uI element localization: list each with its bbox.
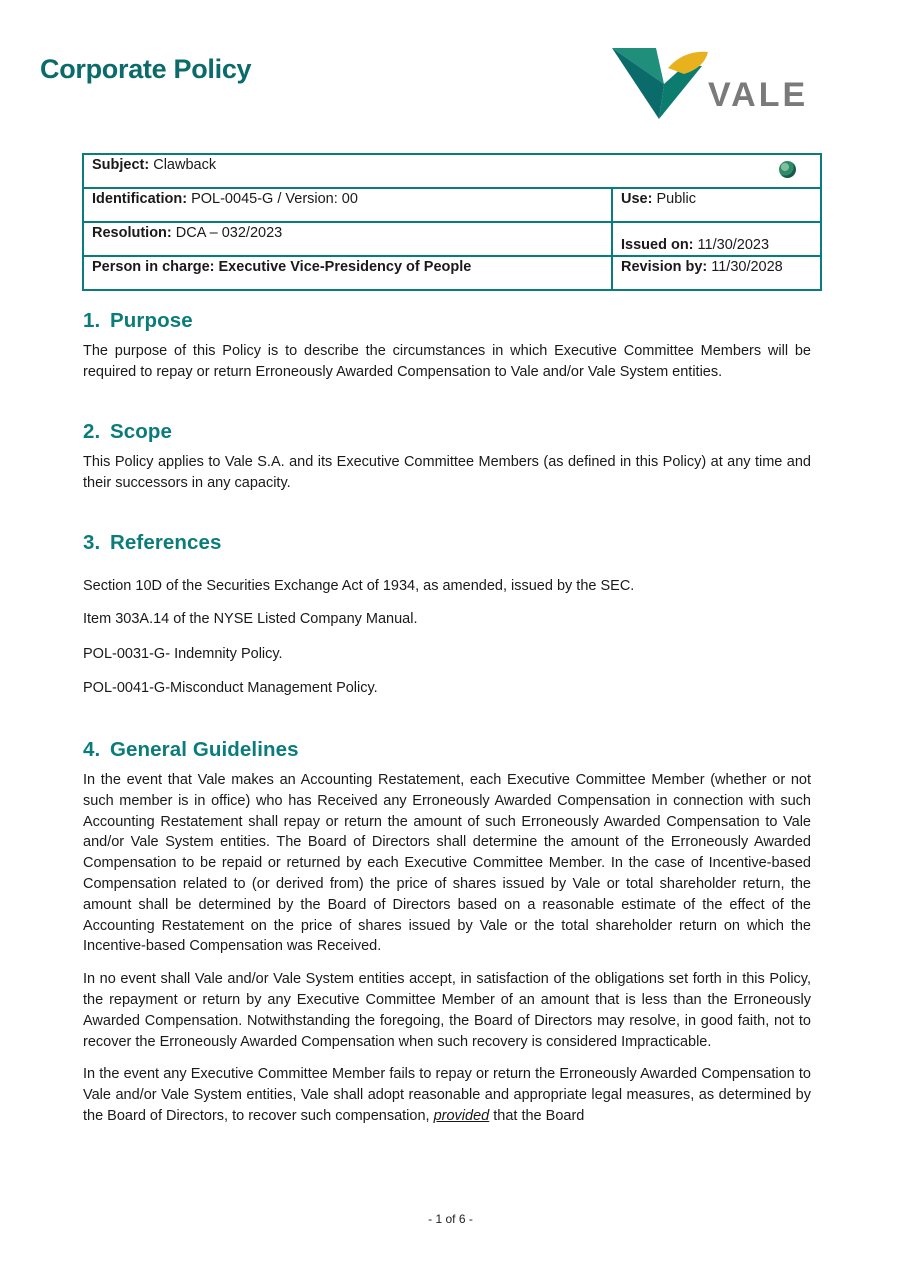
- person-label: Person in charge:: [92, 259, 215, 275]
- meta-row-identification: [83, 188, 821, 222]
- meta-row-subject: [83, 154, 821, 188]
- issued-value: 11/30/2023: [697, 237, 770, 253]
- section-scope: [83, 420, 811, 494]
- revision-cell: [612, 256, 821, 290]
- subject-value: Clawback: [153, 157, 217, 173]
- guidelines-paragraph-1: In the event that Vale makes an Accounting Restatement, each Executive Committee Member (whether or not such member is in office) who has Received any Erroneously Awarded Compensation in connection with such Accounting Restatement shall repay or return the amount of such Erroneously Awarded Compensation to Vale and/or Vale System entities. The Board of Directors shall determine the amount of the Erroneously Awarded Compensation to be repaid or returned by each Executive Committee Member. In the case of Incentive-based Compensation related to (or derived from) the price of shares issued by Vale or total shareholder return, the amount shall be determined by the Board of Directors based on a reasonable estimate of the effect of the Accounting Restatement on the price of shares issued by Vale or the total shareholder return on which the Incentive-based Compensation was Received.: [83, 772, 811, 955]
- guidelines-paragraph-2: In no event shall Vale and/or Vale System entities accept, in satisfaction of the obligations set forth in this Policy, the repayment or return by any Executive Committee Member of an amount that is less than the Erroneously Awarded Compensation. Notwithstanding the foregoing, the Board of Directors may resolve, in good faith, not to recover the Erroneously Awarded Compensation when such recovery is considered Impracticable.: [83, 971, 811, 1050]
- use-cell: [612, 188, 821, 222]
- section-references: [83, 531, 811, 555]
- use-value: Public: [656, 191, 696, 207]
- globe-icon: [779, 161, 796, 178]
- emphasis-provided: provided: [433, 1107, 490, 1124]
- section-number: 4.: [83, 738, 101, 761]
- purpose-text: The purpose of this Policy is to describe the circumstances in which Executive Committee Members will be required to repay or return Erroneously Awarded Compensation to Vale and/or Vale System entities.: [83, 343, 811, 380]
- section-heading-guidelines: [83, 738, 811, 762]
- section-heading-purpose: [83, 309, 811, 333]
- revision-value: 11/30/2028: [711, 259, 783, 275]
- section-number: 3.: [83, 531, 101, 554]
- page-title: Corporate Policy: [40, 54, 252, 84]
- section-purpose: [83, 309, 811, 383]
- meta-row-resolution: [83, 222, 821, 256]
- scope-text: This Policy applies to Vale S.A. and its Executive Committee Members (as defined in this Policy) at any time and their successors in any capacity.: [83, 454, 811, 491]
- section-guidelines: [83, 738, 811, 1127]
- paragraph-3-end: that the Board: [489, 1107, 585, 1124]
- meta-row-person: [83, 256, 821, 290]
- person-cell: [83, 256, 612, 290]
- policy-meta-table: [82, 153, 822, 291]
- section-number: 2.: [83, 420, 101, 443]
- paragraph-3-start: In the event any Executive Committee Member fails to repay or return the Erroneously Awarded Compensation to Vale and/or Vale System entities, Vale shall adopt reasonable and appropriate legal measures, as determined by the Board of Directors, to recover such compensation,: [83, 1066, 811, 1124]
- section-heading-references: [83, 531, 811, 555]
- resolution-cell: [83, 222, 612, 256]
- section-title: Scope: [110, 420, 173, 443]
- reference-item: POL-0041-G-Misconduct Management Policy.: [83, 680, 378, 696]
- revision-label: Revision by:: [621, 259, 708, 275]
- section-number: 1.: [83, 309, 101, 332]
- reference-item: Section 10D of the Securities Exchange Act of 1934, as amended, issued by the SEC.: [83, 578, 635, 594]
- resolution-label: Resolution:: [92, 225, 172, 241]
- guidelines-paragraph-3: [83, 1064, 811, 1126]
- section-title: References: [110, 531, 222, 554]
- identification-label: Identification:: [92, 191, 188, 207]
- reference-item: POL-0031-G- Indemnity Policy.: [83, 646, 283, 662]
- reference-item: Item 303A.14 of the NYSE Listed Company Manual.: [83, 611, 418, 627]
- identification-value: POL-0045-G / Version: 00: [191, 191, 358, 207]
- section-title: Purpose: [110, 309, 193, 332]
- identification-cell: [83, 188, 612, 222]
- subject-label: Subject:: [92, 157, 150, 173]
- section-title: General Guidelines: [110, 738, 299, 761]
- issued-cell: [612, 222, 821, 256]
- person-value: Executive Vice-Presidency of People: [218, 259, 472, 275]
- subject-cell: [83, 154, 821, 188]
- logo-text: VALE: [708, 76, 809, 114]
- resolution-value: DCA – 032/2023: [175, 225, 283, 241]
- use-label: Use:: [621, 191, 653, 207]
- page-number: - 1 of 6 -: [428, 1212, 473, 1226]
- issued-label: Issued on:: [621, 237, 694, 253]
- section-heading-scope: [83, 420, 811, 444]
